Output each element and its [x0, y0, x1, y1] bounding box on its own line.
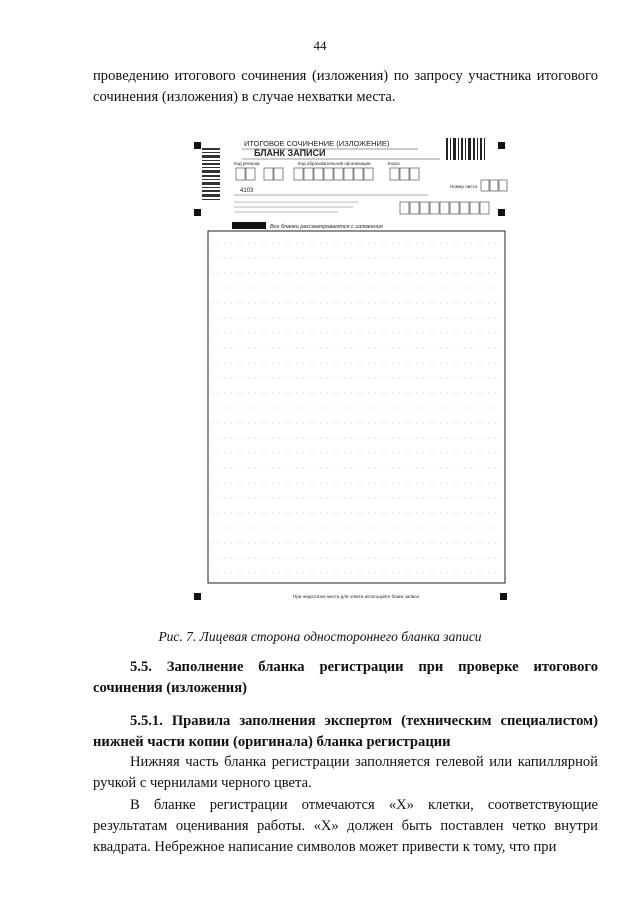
form-subtitle: БЛАНК ЗАПИСИ: [254, 148, 326, 158]
field-org-label: Код образовательной организации: [298, 161, 371, 166]
corner-marker: [498, 209, 505, 216]
section-number: 5.5.1.: [130, 713, 163, 729]
corner-marker: [500, 593, 507, 600]
section-5-5-1-heading: [93, 711, 598, 753]
section-5-5-heading: [93, 657, 598, 699]
answer-sheet-figure: [178, 130, 524, 612]
field-class-label: Класс: [388, 161, 401, 166]
figure-caption: Рис. 7. Лицевая сторона одностороннего бланка записи: [158, 629, 482, 644]
region-value: 4103: [240, 188, 254, 194]
corner-marker: [498, 142, 505, 149]
code-cells: [236, 168, 419, 180]
form-title: ИТОГОВОЕ СОЧИНЕНИЕ (ИЗЛОЖЕНИЕ): [244, 139, 390, 148]
bottom-note: При недостатке места для ответа используйте бланк записи: [292, 594, 420, 599]
black-label: [232, 222, 266, 229]
field-region-label: Код региона: [234, 161, 260, 166]
top-barcode: [446, 138, 485, 160]
page-number: 44: [313, 38, 327, 53]
section-title: Заполнение бланка регистрации при проверке итогового сочинения (изложения): [93, 659, 598, 696]
field-sheet-label: Номер листа: [450, 184, 478, 189]
sheet-cells: [481, 180, 507, 191]
paragraph-text: Нижняя часть бланка регистрации заполняется гелевой или капиллярной ручкой с чернилами черного цвета.: [93, 754, 598, 791]
corner-marker: [194, 209, 201, 216]
side-barcode: [202, 148, 220, 200]
footer-note: Все бланки рассматриваются с изложения: [270, 224, 383, 230]
writing-area: [208, 231, 505, 583]
paragraph-text: В бланке регистрации отмечаются «Х» клетки, соответствующие результатам оценивания работы. «Х» должен быть поставлен четко внутри квадрата. Небрежное написание символов может привести к тому, что при: [93, 797, 598, 855]
section-title: Правила заполнения экспертом (техническим специалистом) нижней части копии (оригинала) бланка регистрации: [93, 713, 598, 750]
intro-paragraph: проведению итогового сочинения (изложения) по запросу участника итогового сочинения (изложения) в случае нехватки места.: [93, 68, 598, 105]
body-paragraph-1: [93, 752, 598, 794]
body-paragraph-2: [93, 795, 598, 858]
writing-lines: [212, 243, 501, 573]
section-number: 5.5.: [130, 659, 152, 675]
lower-code-cells: [400, 202, 489, 214]
corner-marker: [194, 593, 201, 600]
corner-marker: [194, 142, 201, 149]
